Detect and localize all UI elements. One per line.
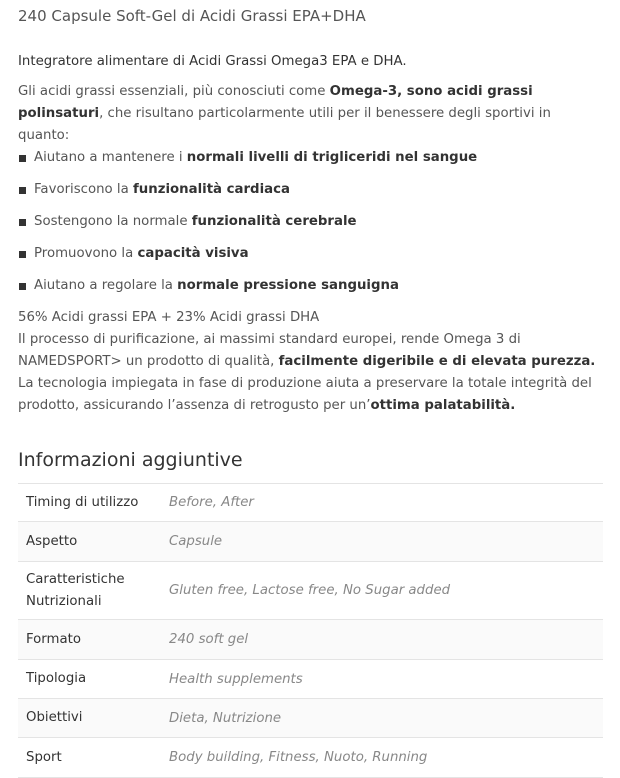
square-bullet-icon	[19, 219, 26, 226]
bold-text: Omega-3, sono acidi grassi polinsaturi	[18, 84, 533, 121]
attribute-value: Capsule	[169, 534, 223, 549]
bold-text: facilmente digeribile e di elevata purezza.	[278, 354, 596, 369]
attribute-label: Timing di utilizzo	[26, 494, 139, 510]
benefits-list	[18, 147, 602, 307]
attribute-value: Health supplements	[169, 671, 303, 687]
attribute-label: Obiettivi	[26, 710, 83, 725]
square-bullet-icon	[19, 155, 26, 162]
list-item-bold: funzionalità cerebrale	[191, 214, 357, 229]
product-title: 240 Capsule Soft-Gel di Acidi Grassi EPA+DHA	[18, 7, 366, 25]
text-span: Gli acidi grassi essenziali, più conosciuti come	[18, 84, 330, 99]
table-row	[18, 738, 603, 778]
square-bullet-icon	[19, 251, 26, 258]
attribute-value: Body building, Fitness, Nuoto, Running	[169, 750, 428, 765]
attribute-value: Dieta, Nutrizione	[169, 710, 282, 726]
attribute-label: Formato	[26, 631, 81, 647]
attribute-label: Tipologia	[26, 671, 87, 686]
square-bullet-icon	[19, 187, 26, 194]
table-row	[18, 562, 603, 620]
table-row	[18, 660, 603, 699]
intro-text: Integratore alimentare di Acidi Grassi Omega3 EPA e DHA.	[18, 54, 407, 69]
list-item-bold: normali livelli di trigliceridi nel sangue	[186, 150, 478, 165]
list-item-bold: normale pressione sanguigna	[177, 278, 399, 293]
text-span: , che risultano particolarmente utili per il benessere degli sportivi in quanto:	[18, 106, 551, 143]
text-span: La tecnologia impiegata in fase di produzione aiuta a preservare la totale integrità del prodotto, assicurando l’assenza di retrogusto per un’	[18, 376, 592, 413]
list-item	[18, 147, 602, 179]
additional-info-table	[18, 483, 603, 778]
description-paragraph-1	[18, 81, 602, 147]
list-item-text: Sostengono la normale	[34, 214, 192, 229]
list-item	[18, 179, 602, 211]
list-item	[18, 211, 602, 243]
attribute-value: Gluten free, Lactose free, No Sugar added	[169, 583, 451, 598]
attribute-value: Before, After	[169, 495, 254, 510]
list-item-text: Favoriscono la	[34, 182, 133, 197]
additional-info-title: Informazioni aggiuntive	[18, 449, 243, 471]
description-paragraph-2	[18, 307, 602, 417]
list-item-text: Aiutano a mantenere i	[34, 150, 187, 165]
table-row	[18, 620, 603, 660]
text-span: Il processo di purificazione, ai massimi standard europei, rende Omega 3 di NAMEDSPORT> un prodotto di qualità,	[18, 332, 521, 369]
bold-text: ottima palatabilità.	[370, 398, 516, 413]
composition-line: 56% Acidi grassi EPA + 23% Acidi grassi DHA	[18, 310, 320, 325]
list-item-bold: capacità visiva	[137, 246, 249, 261]
list-item-bold: funzionalità cardiaca	[132, 182, 290, 197]
list-item-text: Aiutano a regolare la	[34, 278, 178, 293]
list-item	[18, 275, 602, 307]
attribute-label: Sport	[26, 749, 62, 765]
table-row	[18, 522, 603, 562]
table-row	[18, 484, 603, 522]
attribute-label: Aspetto	[26, 533, 78, 549]
list-item	[18, 243, 602, 275]
table-row	[18, 699, 603, 738]
list-item-text: Promuovono la	[34, 246, 138, 261]
square-bullet-icon	[19, 283, 26, 290]
attribute-label: Caratteristiche Nutrizionali	[26, 571, 125, 609]
attribute-value: 240 soft gel	[169, 632, 249, 647]
